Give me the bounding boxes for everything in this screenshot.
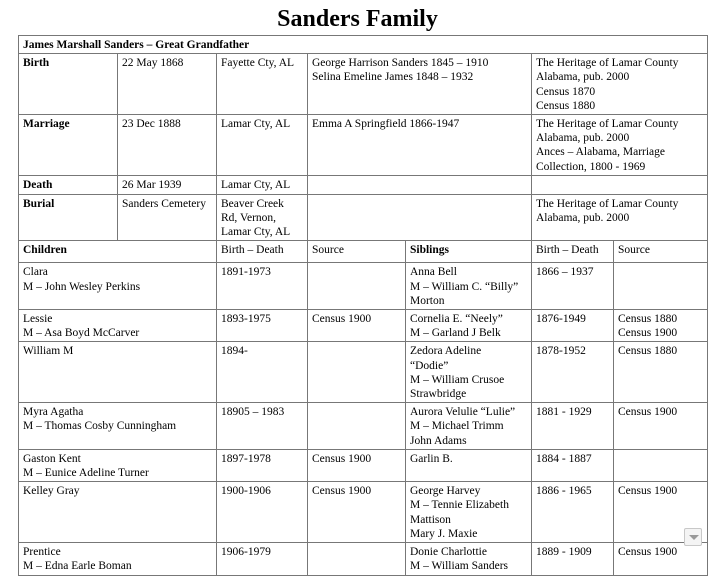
sibling-source [614,310,708,342]
text-line: Mattison [410,513,451,526]
text-line: Mary J. Maxie [410,527,478,540]
sibling-cell [406,449,532,481]
text-line: M – William Crusoe [410,373,505,386]
child-dates: 1897-1978 [217,449,308,481]
child-cell [19,342,217,403]
text-line: The Heritage of Lamar County [536,118,679,131]
family-row [19,449,708,481]
child-source [308,403,406,450]
text-line: John Adams [410,434,467,447]
event-place [217,175,308,194]
text-line: Census 1880 [618,345,678,358]
event-place [217,54,308,115]
event-sources [532,115,708,176]
event-place [217,194,308,241]
family-row [19,342,708,403]
chevron-down-icon [689,535,699,540]
event-sources [532,175,708,194]
text-line: Strawbridge [410,388,467,401]
header-children: Children [19,241,217,263]
text-line: William M [23,345,74,358]
children-header-row [19,241,708,263]
child-dates: 18905 – 1983 [217,403,308,450]
person-name: James Marshall Sanders – Great Grandfather [19,36,708,54]
text-line: M – Tennie Elizabeth [410,499,509,512]
family-row [19,403,708,450]
event-label: Marriage [19,115,118,176]
child-cell [19,482,217,543]
event-row-death [19,175,708,194]
event-row-birth [19,54,708,115]
page-title: Sanders Family [277,6,438,32]
text-line: Lamar Cty, AL [221,118,291,131]
sibling-dates: 1866 – 1937 [532,263,614,310]
header-sibling-source: Source [614,241,708,263]
child-source [308,263,406,310]
text-line: George Harrison Sanders 1845 – 1910 [312,57,489,70]
scroll-down-button[interactable] [684,528,702,546]
text-line: Census 1870 [536,85,596,98]
sibling-source [614,342,708,403]
event-place [217,115,308,176]
sibling-cell [406,543,532,575]
text-line: M – Eunice Adeline Turner [23,467,149,480]
text-line: Census 1900 [312,452,372,465]
sibling-dates: 1878-1952 [532,342,614,403]
child-cell [19,403,217,450]
text-line: Collection, 1800 - 1969 [536,160,646,173]
sibling-cell [406,342,532,403]
text-line: M – William Sanders [410,560,509,573]
text-line: M – Asa Boyd McCarver [23,327,140,340]
family-row [19,482,708,543]
family-row [19,263,708,310]
sibling-cell [406,310,532,342]
sibling-source [614,543,708,575]
text-line: Emma A Springfield 1866-1947 [312,118,460,131]
text-line: Morton [410,294,445,307]
child-source [308,543,406,575]
text-line: Garlin B. [410,452,453,465]
text-line: Rd, Vernon, [221,212,277,225]
header-siblings: Siblings [406,241,532,263]
event-label: Birth [19,54,118,115]
text-line: M – Garland J Belk [410,327,501,340]
sibling-source [614,263,708,310]
genealogy-table [18,35,708,576]
event-people [308,54,532,115]
text-line: Census 1900 [618,406,678,419]
event-sources [532,194,708,241]
sibling-dates: 1886 - 1965 [532,482,614,543]
sibling-dates: 1884 - 1887 [532,449,614,481]
event-row-burial [19,194,708,241]
event-sources [532,54,708,115]
text-line: “Dodie” [410,359,449,372]
child-source [308,449,406,481]
text-line: The Heritage of Lamar County [536,197,679,210]
text-line: Prentice [23,546,61,559]
text-line: M – Thomas Cosby Cunningham [23,420,177,433]
child-dates: 1893-1975 [217,310,308,342]
header-birth-death: Birth – Death [217,241,308,263]
text-line: Lamar Cty, AL [221,178,291,191]
text-line: Gaston Kent [23,452,81,465]
event-label: Burial [19,194,118,241]
event-people [308,115,532,176]
text-line: M – John Wesley Perkins [23,280,141,293]
text-line: Myra Agatha [23,406,84,419]
text-line: M – Edna Earle Boman [23,560,132,573]
text-line: Donie Charlottie [410,546,487,559]
text-line: M – Michael Trimm [410,420,504,433]
sibling-cell [406,403,532,450]
sibling-dates: 1889 - 1909 [532,543,614,575]
text-line: Alabama, pub. 2000 [536,212,630,225]
sibling-source [614,403,708,450]
text-line: Census 1900 [618,485,678,498]
text-line: Kelley Gray [23,485,80,498]
text-line: The Heritage of Lamar County [536,57,679,70]
text-line: Cornelia E. “Neely” [410,313,503,326]
child-cell [19,263,217,310]
event-label: Death [19,175,118,194]
text-line: Anna Bell [410,266,457,279]
text-line: George Harvey [410,485,481,498]
family-row [19,310,708,342]
text-line: Alabama, pub. 2000 [536,132,630,145]
event-date: 22 May 1868 [118,54,217,115]
text-line: Fayette Cty, AL [221,57,295,70]
text-line: Alabama, pub. 2000 [536,71,630,84]
text-line: Census 1900 [312,313,372,326]
child-source [308,342,406,403]
event-date: 23 Dec 1888 [118,115,217,176]
text-line: Beaver Creek [221,197,284,210]
child-dates: 1900-1906 [217,482,308,543]
event-date: Sanders Cemetery [118,194,217,241]
text-line: Census 1900 [618,546,678,559]
child-cell [19,310,217,342]
text-line: Census 1900 [618,327,678,340]
text-line: Ances – Alabama, Marriage [536,146,666,159]
child-dates: 1906-1979 [217,543,308,575]
text-line: Census 1880 [536,99,596,112]
text-line: M – William C. “Billy” [410,280,519,293]
child-source [308,310,406,342]
text-line: Zedora Adeline [410,345,482,358]
text-line: Aurora Velulie “Lulie” [410,406,516,419]
text-line: Lessie [23,313,53,326]
child-cell [19,543,217,575]
sibling-cell [406,482,532,543]
person-row [19,36,708,54]
child-dates: 1891-1973 [217,263,308,310]
sibling-dates: 1876-1949 [532,310,614,342]
event-people [308,194,532,241]
header-source: Source [308,241,406,263]
text-line: Census 1880 [618,313,678,326]
child-source [308,482,406,543]
sibling-source [614,449,708,481]
event-people [308,175,532,194]
event-row-marriage [19,115,708,176]
child-cell [19,449,217,481]
family-row [19,543,708,575]
sibling-cell [406,263,532,310]
child-dates: 1894- [217,342,308,403]
header-sibling-birth-death: Birth – Death [532,241,614,263]
sibling-dates: 1881 - 1929 [532,403,614,450]
text-line: Lamar Cty, AL [221,226,291,239]
text-line: Census 1900 [312,485,372,498]
text-line: Selina Emeline James 1848 – 1932 [312,71,474,84]
text-line: Clara [23,266,48,279]
event-date: 26 Mar 1939 [118,175,217,194]
